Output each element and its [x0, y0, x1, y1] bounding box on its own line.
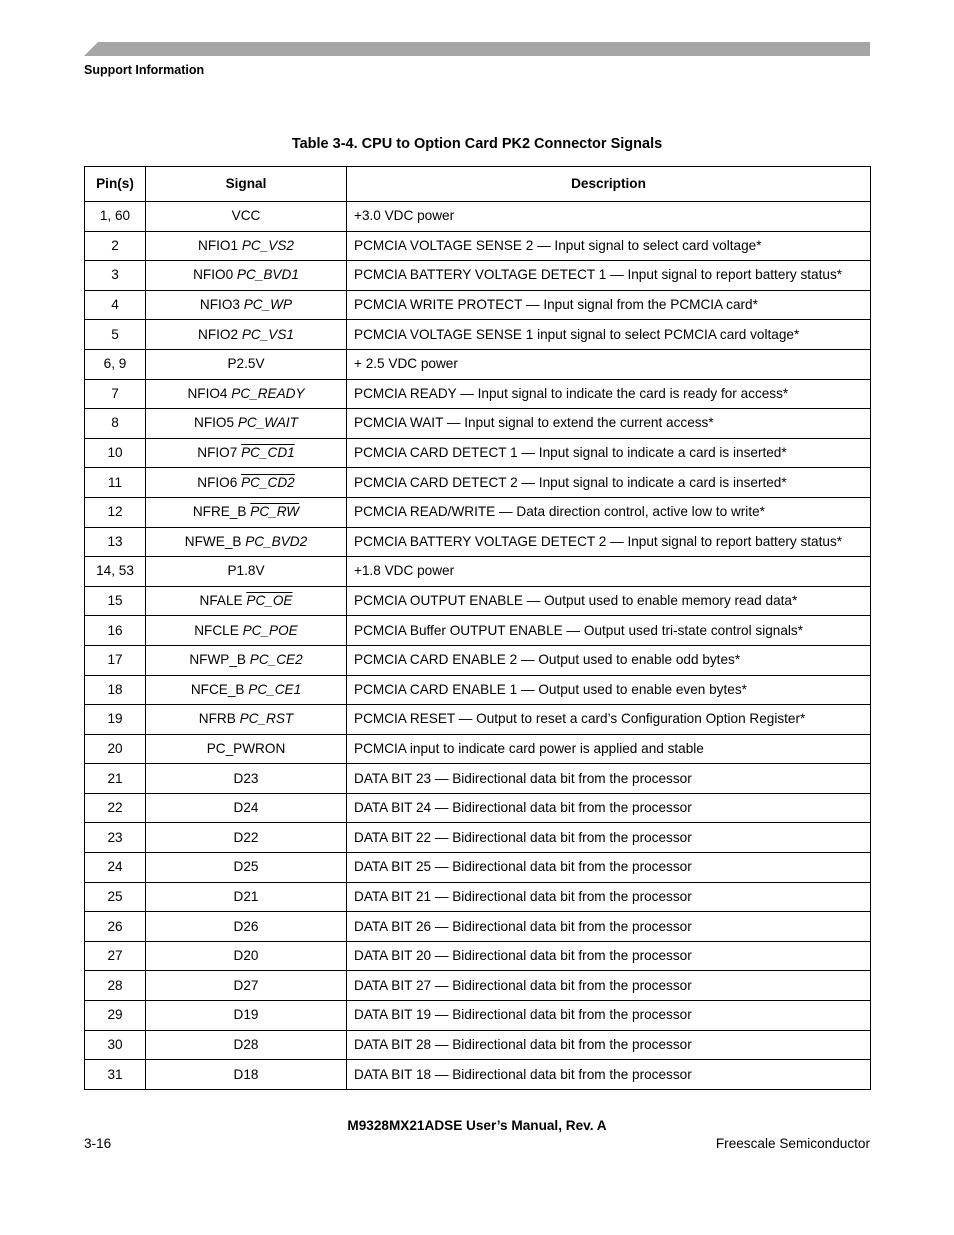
description-cell: PCMCIA WAIT — Input signal to extend the current access* [347, 409, 871, 439]
signal-alt-name: PC_RST [239, 711, 294, 727]
signal-alt-name: PC_CD1 [241, 445, 295, 461]
footer-title: M9328MX21ADSE User’s Manual, Rev. A [347, 1118, 607, 1133]
description-cell: PCMCIA CARD DETECT 1 — Input signal to indicate a card is inserted* [347, 438, 871, 468]
table-body [85, 202, 871, 1090]
description-cell: PCMCIA Buffer OUTPUT ENABLE — Output used tri-state control signals* [347, 616, 871, 646]
description-cell: PCMCIA input to indicate card power is applied and stable [347, 734, 871, 764]
table-row [85, 261, 871, 291]
signal-name: D21 [233, 888, 259, 904]
signal-cell [146, 853, 347, 883]
description-cell: PCMCIA BATTERY VOLTAGE DETECT 2 — Input signal to report battery status* [347, 527, 871, 557]
signal-name: D23 [233, 770, 259, 786]
signal-cell [146, 793, 347, 823]
description-cell: PCMCIA CARD DETECT 2 — Input signal to indicate a card is inserted* [347, 468, 871, 498]
description-cell: + 2.5 VDC power [347, 349, 871, 379]
signal-cell [146, 290, 347, 320]
pin-cell: 6, 9 [85, 349, 146, 379]
table-row [85, 912, 871, 942]
signal-name: D22 [233, 829, 259, 845]
column-header-signal: Signal [146, 167, 347, 202]
signal-name: D18 [233, 1066, 259, 1082]
signal-name: P1.8V [227, 563, 265, 579]
signal-alt-name: PC_OE [246, 593, 293, 609]
pin-cell: 1, 60 [85, 202, 146, 232]
table-row [85, 971, 871, 1001]
pin-cell: 21 [85, 764, 146, 794]
pin-cell: 27 [85, 941, 146, 971]
signal-cell [146, 734, 347, 764]
signal-name: NFIO5 [194, 415, 235, 431]
description-cell: PCMCIA OUTPUT ENABLE — Output used to enable memory read data* [347, 586, 871, 616]
description-cell: DATA BIT 22 — Bidirectional data bit from the processor [347, 823, 871, 853]
table-row [85, 734, 871, 764]
signal-name: D25 [233, 859, 259, 875]
table-row [85, 705, 871, 735]
signal-name: NFALE [199, 593, 243, 609]
table-row [85, 675, 871, 705]
signal-name: NFCE_B [190, 681, 245, 697]
signal-cell [146, 438, 347, 468]
signals-table [84, 166, 871, 1090]
description-cell: DATA BIT 20 — Bidirectional data bit from the processor [347, 941, 871, 971]
table-row [85, 823, 871, 853]
description-cell: PCMCIA VOLTAGE SENSE 1 input signal to select PCMCIA card voltage* [347, 320, 871, 350]
table-row [85, 793, 871, 823]
signal-cell [146, 231, 347, 261]
signal-alt-name: PC_WP [243, 297, 293, 313]
pin-cell: 30 [85, 1030, 146, 1060]
signal-name: D27 [233, 977, 259, 993]
signal-alt-name: PC_CE2 [249, 652, 303, 668]
signal-name: NFIO4 [187, 385, 228, 401]
signal-cell [146, 409, 347, 439]
signal-cell [146, 971, 347, 1001]
signal-cell [146, 1030, 347, 1060]
signal-cell [146, 320, 347, 350]
pin-cell: 19 [85, 705, 146, 735]
signal-cell [146, 823, 347, 853]
signal-alt-name: PC_CE1 [248, 681, 302, 697]
table-row [85, 1030, 871, 1060]
description-cell: DATA BIT 27 — Bidirectional data bit from the processor [347, 971, 871, 1001]
table-row [85, 409, 871, 439]
description-cell: +1.8 VDC power [347, 557, 871, 587]
pin-cell: 24 [85, 853, 146, 883]
pin-cell: 22 [85, 793, 146, 823]
pin-cell: 2 [85, 231, 146, 261]
signal-cell [146, 1001, 347, 1031]
signal-cell [146, 645, 347, 675]
table-row [85, 438, 871, 468]
pin-cell: 15 [85, 586, 146, 616]
description-cell: DATA BIT 23 — Bidirectional data bit from the processor [347, 764, 871, 794]
pin-cell: 31 [85, 1060, 146, 1090]
signal-cell [146, 1060, 347, 1090]
description-cell: DATA BIT 25 — Bidirectional data bit from the processor [347, 853, 871, 883]
signal-cell [146, 497, 347, 527]
table-row [85, 1060, 871, 1090]
pin-cell: 10 [85, 438, 146, 468]
description-cell: PCMCIA BATTERY VOLTAGE DETECT 1 — Input signal to report battery status* [347, 261, 871, 291]
pin-cell: 25 [85, 882, 146, 912]
signal-cell [146, 468, 347, 498]
signal-name: NFWP_B [189, 652, 246, 668]
pin-cell: 4 [85, 290, 146, 320]
pin-cell: 26 [85, 912, 146, 942]
signal-cell [146, 941, 347, 971]
pin-cell: 8 [85, 409, 146, 439]
pin-cell: 13 [85, 527, 146, 557]
signal-name: D20 [233, 948, 259, 964]
description-cell: DATA BIT 26 — Bidirectional data bit from the processor [347, 912, 871, 942]
table-row [85, 290, 871, 320]
description-cell: PCMCIA RESET — Output to reset a card’s Configuration Option Register* [347, 705, 871, 735]
page-number: 3-16 [84, 1136, 112, 1151]
signal-cell [146, 527, 347, 557]
signal-name: VCC [231, 208, 261, 224]
pin-cell: 7 [85, 379, 146, 409]
signal-alt-name: PC_RW [250, 504, 300, 520]
company-name: Freescale Semiconductor [715, 1136, 870, 1151]
signal-alt-name: PC_BVD1 [236, 267, 299, 283]
signal-name: NFIO3 [199, 297, 240, 313]
description-cell: +3.0 VDC power [347, 202, 871, 232]
signal-alt-name: PC_CD2 [241, 474, 295, 490]
table-row [85, 497, 871, 527]
signal-name: NFRE_B [192, 504, 247, 520]
signal-cell [146, 764, 347, 794]
table-row [85, 882, 871, 912]
table-header-row [85, 167, 871, 202]
signal-name: NFIO7 [197, 445, 238, 461]
description-cell: PCMCIA CARD ENABLE 1 — Output used to enable even bytes* [347, 675, 871, 705]
signal-cell [146, 675, 347, 705]
signal-alt-name: PC_WAIT [237, 415, 298, 431]
signal-cell [146, 349, 347, 379]
signal-name: D28 [233, 1036, 259, 1052]
signal-cell [146, 912, 347, 942]
signal-name: NFIO6 [197, 474, 238, 490]
description-cell: DATA BIT 21 — Bidirectional data bit from the processor [347, 882, 871, 912]
signal-alt-name: PC_POE [242, 622, 298, 638]
signal-name: PC_PWRON [206, 740, 286, 756]
table-caption: Table 3-4. CPU to Option Card PK2 Connector Signals [291, 136, 663, 152]
pin-cell: 29 [85, 1001, 146, 1031]
signal-cell [146, 261, 347, 291]
pin-cell: 12 [85, 497, 146, 527]
table-row [85, 586, 871, 616]
signal-name: NFIO2 [198, 326, 239, 342]
signal-name: NFWE_B [184, 533, 242, 549]
pin-cell: 14, 53 [85, 557, 146, 587]
table-row [85, 557, 871, 587]
pin-cell: 20 [85, 734, 146, 764]
description-cell: PCMCIA READ/WRITE — Data direction control, active low to write* [347, 497, 871, 527]
signal-cell [146, 705, 347, 735]
signal-name: NFCLE [194, 622, 239, 638]
signal-name: P2.5V [227, 356, 265, 372]
pin-cell: 16 [85, 616, 146, 646]
table-row [85, 645, 871, 675]
column-header-description: Description [347, 167, 871, 202]
signal-cell [146, 882, 347, 912]
pin-cell: 18 [85, 675, 146, 705]
signal-alt-name: PC_VS1 [241, 326, 294, 342]
signal-name: NFIO1 [198, 237, 239, 253]
pin-cell: 11 [85, 468, 146, 498]
description-cell: PCMCIA CARD ENABLE 2 — Output used to enable odd bytes* [347, 645, 871, 675]
description-cell: DATA BIT 28 — Bidirectional data bit from the processor [347, 1030, 871, 1060]
table-row [85, 527, 871, 557]
section-label: Support Information [84, 63, 205, 77]
description-cell: PCMCIA READY — Input signal to indicate the card is ready for access* [347, 379, 871, 409]
description-cell: DATA BIT 18 — Bidirectional data bit from the processor [347, 1060, 871, 1090]
signal-name: NFIO0 [193, 267, 234, 283]
header-bar [84, 42, 870, 56]
signal-alt-name: PC_READY [231, 385, 305, 401]
table-row [85, 468, 871, 498]
signal-name: NFRB [198, 711, 236, 727]
table-row [85, 231, 871, 261]
table-row [85, 941, 871, 971]
signal-cell [146, 557, 347, 587]
signal-alt-name: PC_BVD2 [245, 533, 308, 549]
table-row [85, 853, 871, 883]
table-row [85, 1001, 871, 1031]
signal-cell [146, 202, 347, 232]
table-row [85, 349, 871, 379]
signal-cell [146, 616, 347, 646]
table-row [85, 616, 871, 646]
pin-cell: 23 [85, 823, 146, 853]
pin-cell: 5 [85, 320, 146, 350]
signal-name: D24 [233, 800, 259, 816]
pin-cell: 17 [85, 645, 146, 675]
description-cell: PCMCIA WRITE PROTECT — Input signal from the PCMCIA card* [347, 290, 871, 320]
description-cell: DATA BIT 24 — Bidirectional data bit from the processor [347, 793, 871, 823]
column-header-pins: Pin(s) [85, 167, 146, 202]
description-cell: DATA BIT 19 — Bidirectional data bit from the processor [347, 1001, 871, 1031]
signal-name: D26 [233, 918, 259, 934]
table-row [85, 379, 871, 409]
signal-name: D19 [233, 1007, 259, 1023]
pin-cell: 28 [85, 971, 146, 1001]
pin-cell: 3 [85, 261, 146, 291]
table-row [85, 764, 871, 794]
signal-alt-name: PC_VS2 [241, 237, 294, 253]
signal-cell [146, 586, 347, 616]
table-row [85, 202, 871, 232]
description-cell: PCMCIA VOLTAGE SENSE 2 — Input signal to select card voltage* [347, 231, 871, 261]
signal-cell [146, 379, 347, 409]
table-row [85, 320, 871, 350]
